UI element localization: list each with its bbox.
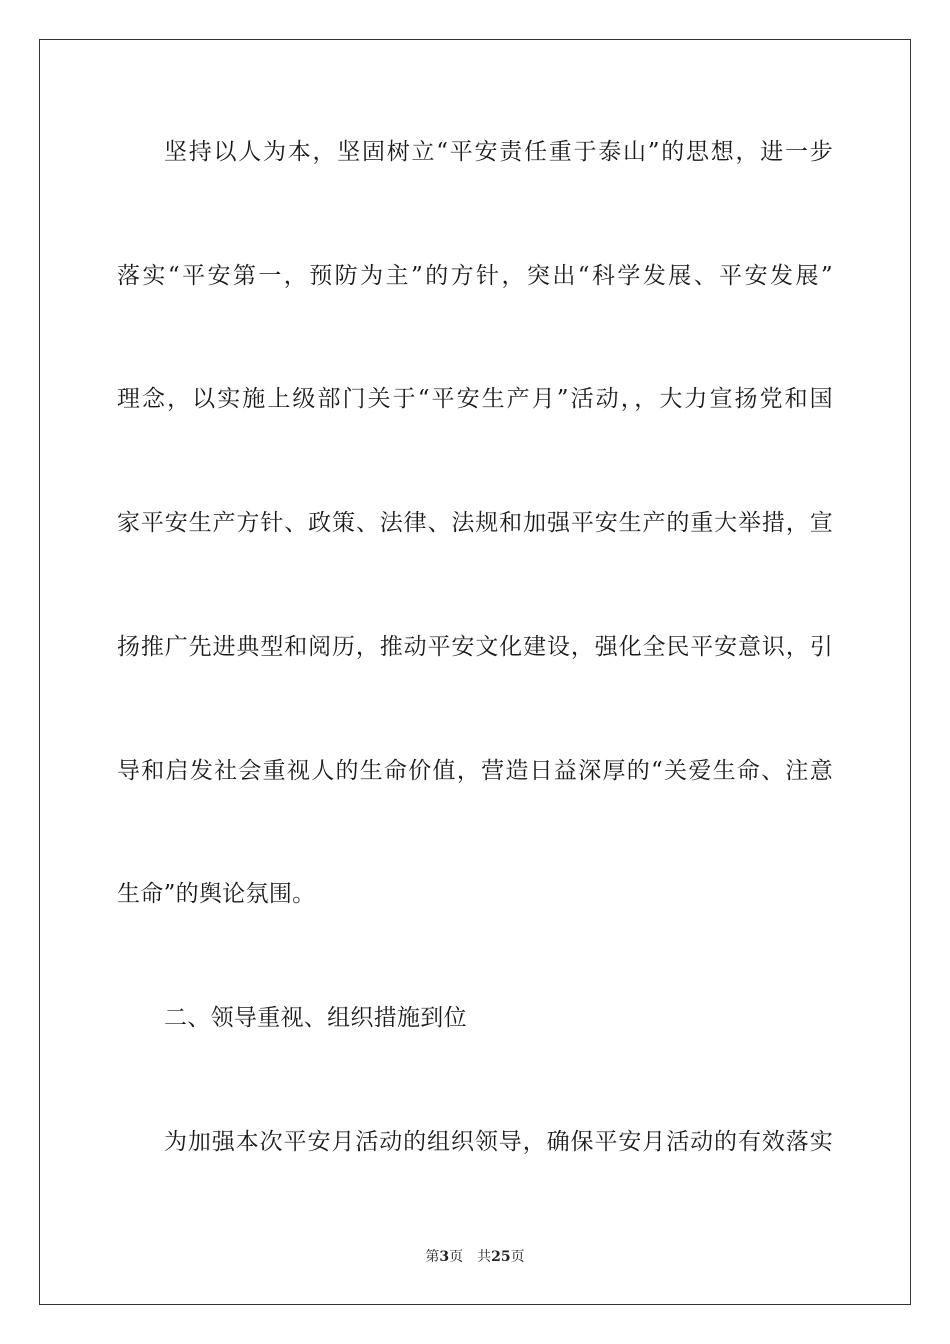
page-total-suffix: 页 [510, 1249, 525, 1265]
page-footer [0, 1247, 950, 1267]
section-heading: 二、领导重视、组织措施到位 [164, 1005, 467, 1031]
page-border [39, 39, 911, 1305]
body-paragraph-line: 坚持以人为本，坚固树立“平安责任重于泰山”的思想，进一步 [164, 139, 833, 165]
body-paragraph-line: 为加强本次平安月活动的组织领导，确保平安月活动的有效落实 [164, 1129, 833, 1155]
body-paragraph-line: 理念，以实施上级部门关于“平安生产月”活动，，大力宣扬党和国 [117, 386, 833, 412]
body-paragraph-line: 扬推广先进典型和阅历，推动平安文化建设，强化全民平安意识，引 [117, 634, 833, 660]
body-paragraph-line: 导和启发社会重视人的生命价值，营造日益深厚的“关爱生命、注意 [117, 758, 833, 784]
body-paragraph-line: 落实“平安第一，预防为主”的方针，突出“科学发展、平安发展” [117, 263, 833, 289]
page-total-count: 25 [491, 1249, 511, 1265]
body-paragraph-line: 生命”的舆论氛围。 [117, 881, 316, 907]
page-number-suffix: 页 [449, 1249, 464, 1265]
page-number-prefix: 第 [425, 1249, 440, 1265]
body-paragraph-line: 家平安生产方针、政策、法律、法规和加强平安生产的重大举措，宣 [117, 510, 833, 536]
page-number-current: 3 [439, 1249, 450, 1265]
page-total-prefix: 共 [477, 1249, 492, 1265]
